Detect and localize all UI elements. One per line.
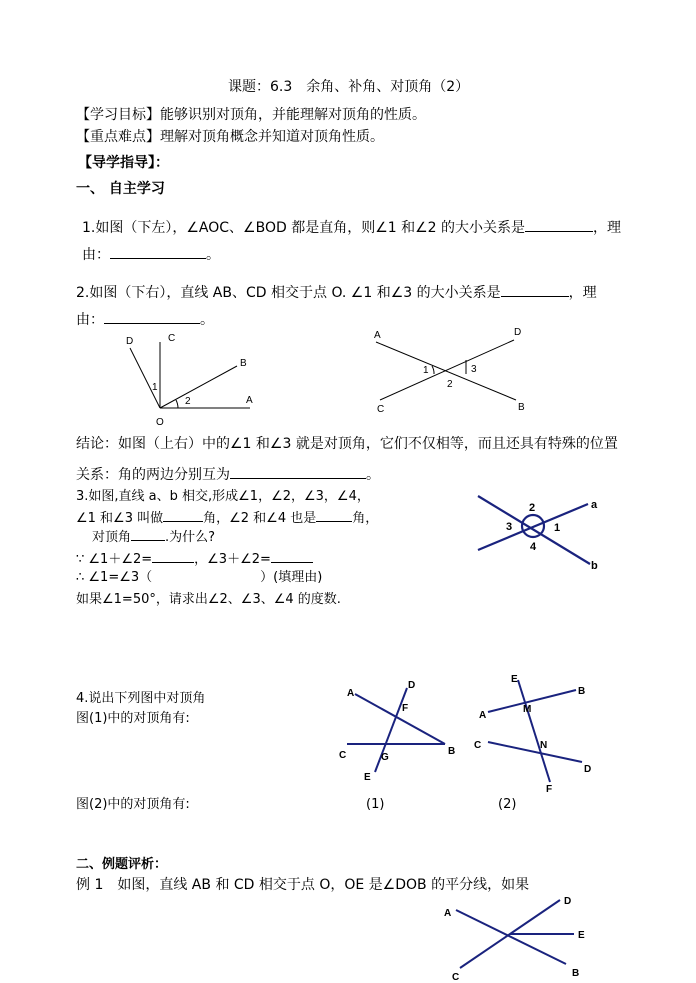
figure-q3-lines-ab	[470, 488, 620, 578]
q2-blank-reason[interactable]	[104, 309, 200, 324]
guide-heading: 【导学指导】：	[78, 155, 169, 171]
q3-line5	[76, 569, 322, 587]
q4-title: 4.说出下列图中对顶角	[76, 691, 206, 706]
label-3: 3	[471, 364, 477, 375]
q2-line-a	[76, 282, 597, 302]
line-AB	[376, 342, 516, 400]
q1-reason-label: 由：	[82, 247, 110, 263]
q3-line6: 如果∠1=50°，请求出∠2、∠3、∠4 的度数.	[76, 592, 341, 607]
q1-reason-end: 。	[206, 247, 220, 263]
label-A: A	[246, 395, 253, 406]
q2-blank-relation[interactable]	[501, 282, 569, 297]
label-1: 1	[423, 365, 429, 376]
label-B: B	[448, 746, 456, 757]
q2-reason-end: 。	[200, 312, 214, 328]
line-DE	[375, 688, 407, 772]
label-2: 2	[529, 502, 536, 514]
q1-text: 1.如图（下左），∠AOC、∠BOD 都是直角，则∠1 和∠2 的大小关系是	[82, 220, 526, 236]
figure-intersecting-lines	[368, 320, 538, 420]
q4-caption-1: (1)	[366, 797, 385, 812]
label-B: B	[572, 968, 580, 979]
q3-blank-3[interactable]	[131, 526, 165, 541]
label-4: 4	[530, 541, 537, 553]
label-E: E	[511, 674, 518, 685]
page-title: 课题：6.3 余角、补角、对顶角（2）	[228, 79, 470, 95]
label-C: C	[339, 750, 347, 761]
q3-line3	[92, 526, 215, 547]
q3-text-b: 角，∠2 和∠4 也是	[203, 511, 317, 526]
learning-objective: 【学习目标】能够识别对顶角，并能理解对顶角的性质。	[76, 107, 426, 123]
label-G: G	[381, 752, 389, 763]
q1-line-a	[82, 217, 621, 237]
label-A: A	[347, 688, 355, 699]
conclusion-line-b	[76, 464, 380, 484]
label-A: A	[479, 710, 487, 721]
label-F: F	[546, 784, 553, 795]
label-B: B	[518, 402, 525, 413]
label-B: B	[240, 358, 247, 369]
conclusion-end: 。	[366, 467, 380, 483]
q3-text-g: ，∠3＋∠2=	[194, 552, 271, 567]
label-A: A	[444, 908, 452, 919]
q3-text-c: 角，	[352, 511, 379, 526]
conclusion-text: 关系：角的两边分别互为	[76, 467, 230, 483]
q3-line2	[76, 507, 378, 528]
conclusion-blank[interactable]	[230, 464, 366, 479]
figure-q4-2	[470, 670, 600, 795]
q3-text-d: 对顶角	[92, 530, 132, 545]
figure-right-angles	[110, 330, 270, 430]
q3-text-h: ∴ ∠1=∠3（	[76, 570, 153, 585]
label-O: O	[156, 417, 164, 428]
line-AB	[355, 694, 445, 744]
label-C: C	[168, 333, 176, 344]
label-D: D	[514, 327, 522, 338]
label-D: D	[564, 896, 572, 907]
label-E: E	[364, 772, 371, 783]
label-C: C	[452, 972, 460, 983]
label-N: N	[540, 740, 548, 751]
label-B: B	[578, 686, 586, 697]
example1-text: 例 1 如图，直线 AB 和 CD 相交于点 O，OE 是∠DOB 的平分线，如果	[76, 877, 530, 893]
q1-line-b	[82, 244, 220, 264]
q3-text-a: ∠1 和∠3 叫做	[76, 511, 164, 526]
line-EF	[518, 680, 550, 782]
q4-fig2-prompt: 图(2)中的对顶角有:	[76, 797, 190, 812]
label-D: D	[126, 336, 134, 347]
section-self-study: 一、 自主学习	[76, 181, 165, 197]
label-1: 1	[554, 522, 561, 534]
line-AB	[456, 910, 566, 964]
label-F: F	[402, 703, 409, 714]
label-1: 1	[152, 382, 158, 393]
section-example-analysis: 二、例题评析：	[76, 857, 168, 872]
q3-line1: 3.如图,直线 a、b 相交,形成∠1，∠2，∠3，∠4，	[76, 489, 370, 504]
q4-fig1-prompt: 图(1)中的对顶角有:	[76, 711, 190, 726]
q3-blank-2[interactable]	[316, 507, 352, 522]
line-AB	[488, 690, 576, 712]
q2-text-end: ，理	[568, 285, 597, 301]
q1-text-end: ，理	[593, 220, 622, 236]
label-a: a	[591, 499, 598, 511]
label-2: 2	[185, 396, 191, 407]
label-D: D	[584, 764, 592, 775]
conclusion-line-a: 结论：如图（上右）中的∠1 和∠3 就是对顶角，它们不仅相等，而且还具有特殊的位置	[76, 436, 618, 452]
q1-blank-relation[interactable]	[525, 217, 593, 232]
key-points: 【重点难点】理解对顶角概念并知道对顶角性质。	[76, 129, 384, 145]
q3-blank-4[interactable]	[152, 548, 194, 563]
q3-blank-5[interactable]	[271, 548, 313, 563]
q3-text-e: .为什么?	[165, 530, 216, 545]
q2-reason-label: 由：	[76, 312, 104, 328]
label-E: E	[578, 930, 585, 941]
q2-line-b	[76, 309, 214, 329]
q1-blank-reason[interactable]	[110, 244, 206, 259]
q3-line4	[76, 548, 313, 569]
label-C: C	[474, 740, 482, 751]
label-D: D	[408, 680, 416, 691]
label-b: b	[591, 560, 598, 572]
figure-example1	[440, 892, 590, 982]
label-2: 2	[447, 379, 453, 390]
line-CD	[488, 742, 582, 762]
angle-arc-2	[176, 400, 178, 408]
q3-text-i: ）(填理由)	[260, 570, 323, 585]
label-C: C	[377, 404, 385, 415]
q3-blank-1[interactable]	[163, 507, 203, 522]
ray-OB	[160, 366, 237, 408]
label-3: 3	[506, 521, 513, 533]
q3-text-f: ∵ ∠1＋∠2=	[76, 552, 153, 567]
figure-q4-1	[335, 676, 465, 786]
ray-OD	[130, 348, 160, 408]
q2-text: 2.如图（下右），直线 AB、CD 相交于点 O. ∠1 和∠3 的大小关系是	[76, 285, 501, 301]
label-M: M	[523, 704, 532, 715]
angle-arc-1	[432, 366, 434, 374]
q4-caption-2: (2)	[498, 797, 517, 812]
label-A: A	[374, 330, 381, 341]
